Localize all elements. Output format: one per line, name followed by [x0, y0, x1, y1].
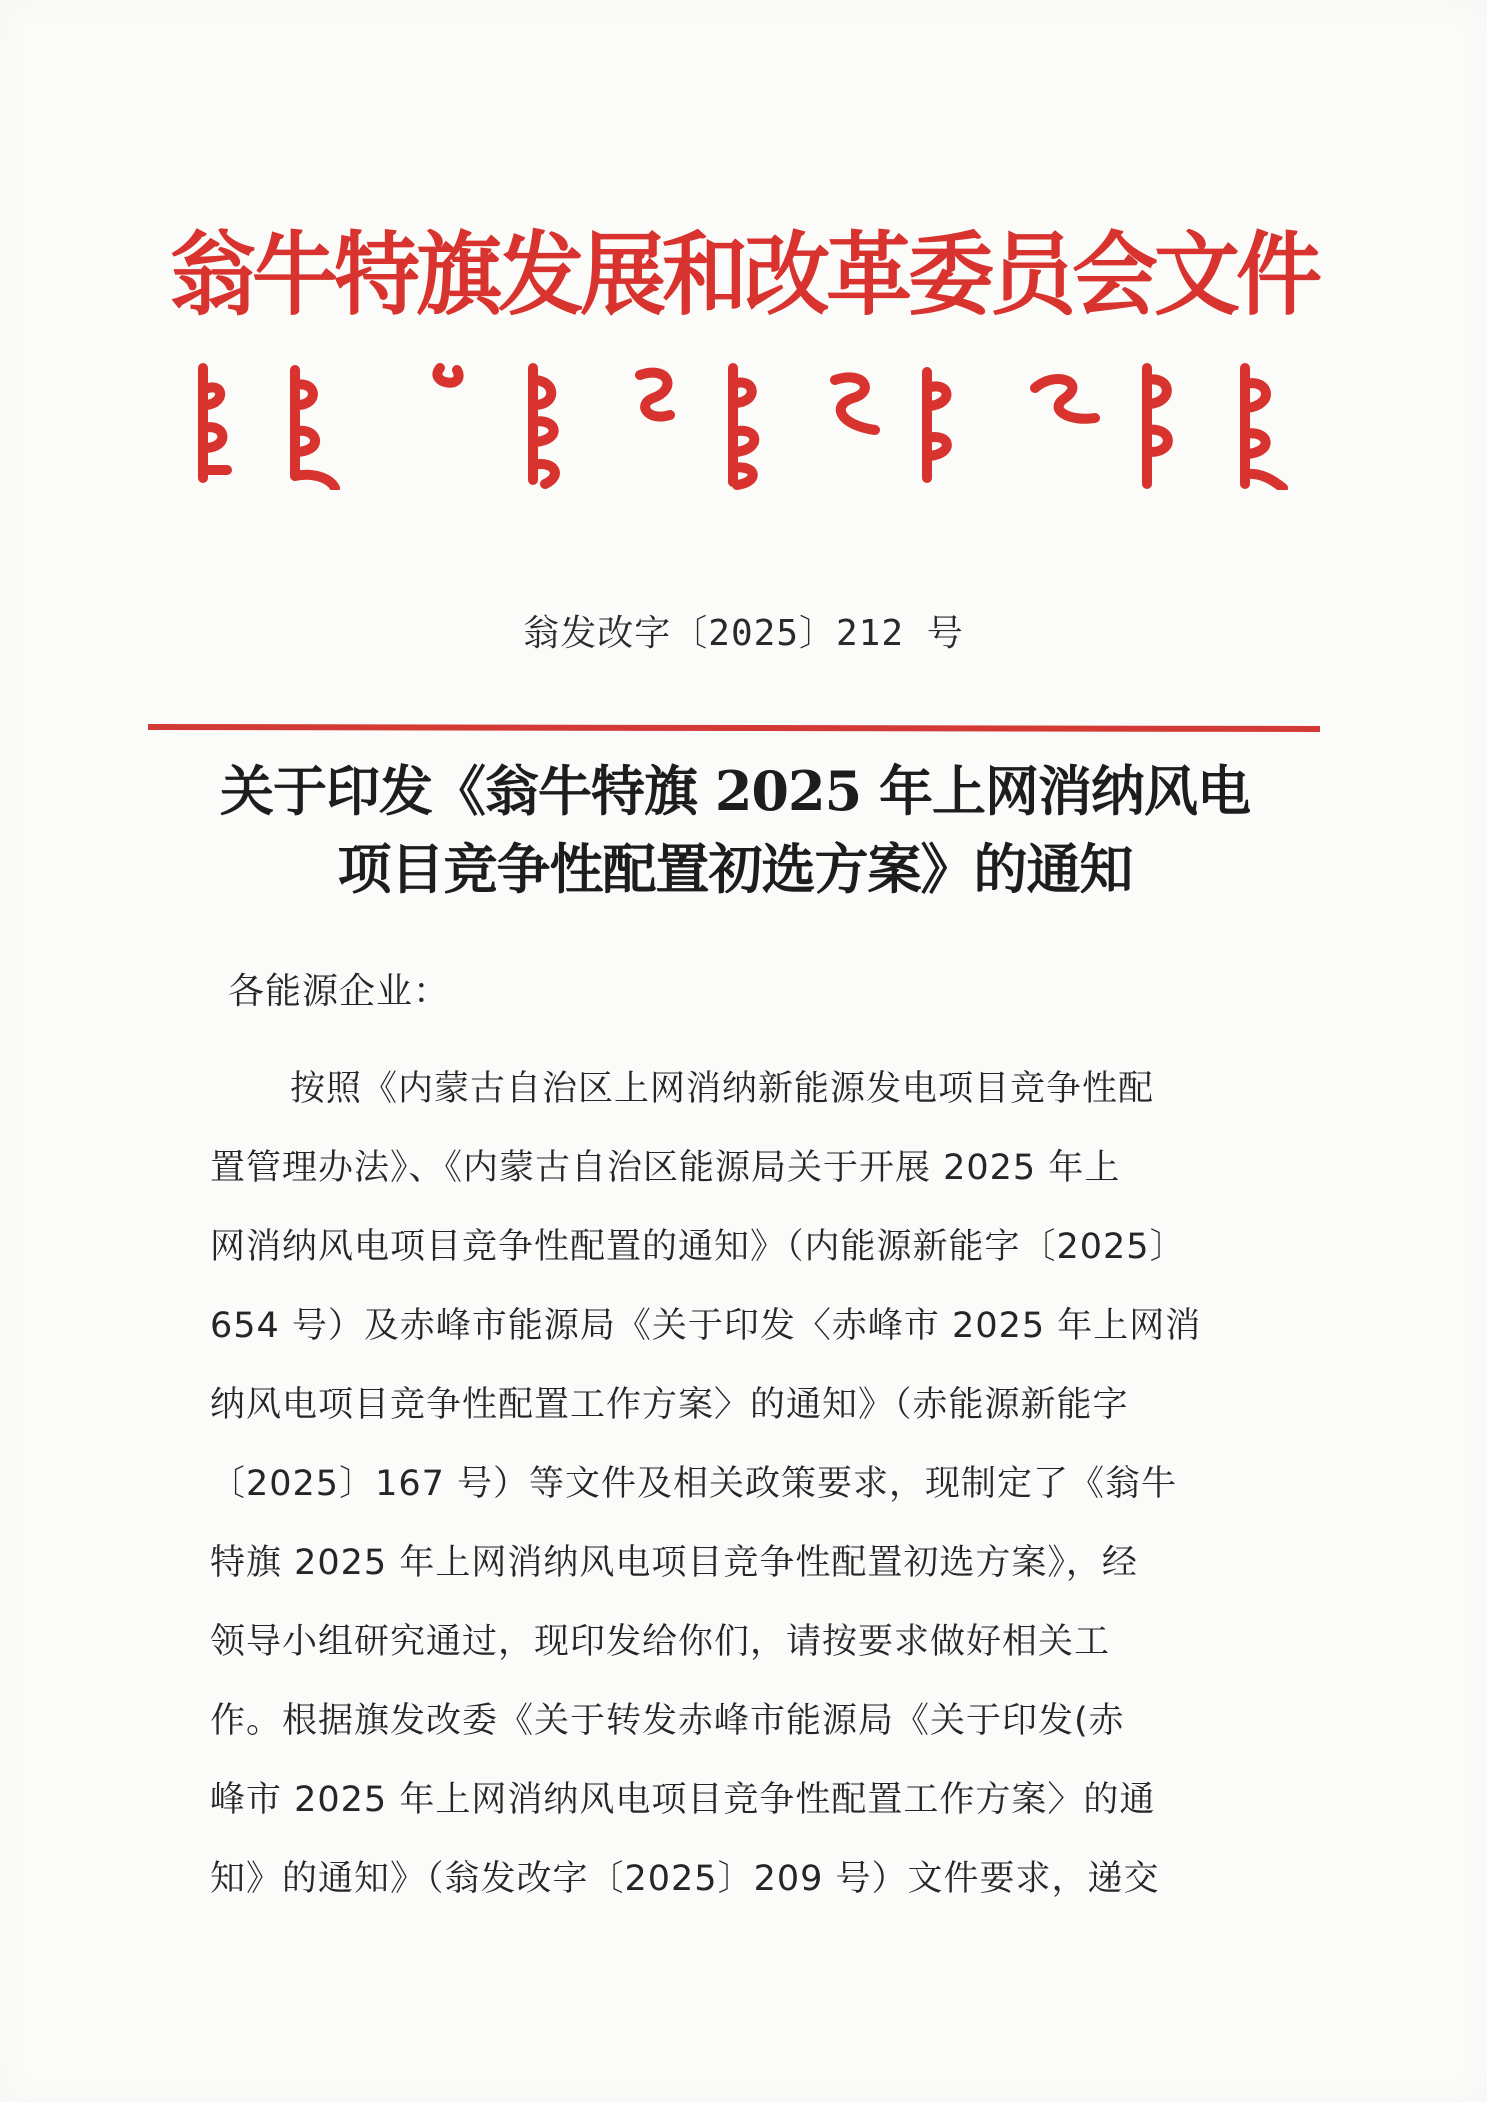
- body-line: 654 号）及赤峰市能源局《关于印发〈赤峰市 2025 年上网消: [210, 1306, 1202, 1346]
- body-line: 作。根据旗发改委《关于转发赤峰市能源局《关于印发(赤: [210, 1701, 1125, 1741]
- document-number: 翁发改字〔2025〕212 号: [523, 613, 964, 654]
- body-line: 领导小组研究通过，现印发给你们，请按要求做好相关工: [210, 1622, 1111, 1662]
- body-line: 网消纳风电项目竞争性配置的通知》（内能源新能字〔2025〕: [210, 1227, 1186, 1267]
- notice-body: [210, 1050, 1275, 1919]
- issuing-authority-title: 翁牛特旗发展和改革委员会文件: [170, 222, 1318, 329]
- body-line: 纳风电项目竞争性配置工作方案〉的通知》（赤能源新能字: [210, 1385, 1129, 1425]
- notice-title-line-2: 项目竞争性配置初选方案》的通知: [337, 837, 1133, 901]
- body-line: 峰市 2025 年上网消纳风电项目竞争性配置工作方案〉的通: [210, 1780, 1156, 1820]
- body-line: 置管理办法》、《内蒙古自治区能源局关于开展 2025 年上: [210, 1148, 1121, 1188]
- mongolian-script-header: [185, 360, 1295, 490]
- body-line: 〔2025〕167 号）等文件及相关政策要求，现制定了《翁牛: [210, 1464, 1178, 1504]
- body-line: 特旗 2025 年上网消纳风电项目竞争性配置初选方案》，经: [210, 1543, 1138, 1583]
- body-line: 知》的通知》（翁发改字〔2025〕209 号）文件要求，递交: [210, 1859, 1160, 1899]
- salutation: 各能源企业：: [228, 971, 451, 1012]
- body-line: 按照《内蒙古自治区上网消纳新能源发电项目竞争性配: [290, 1069, 1155, 1109]
- mongolian-script-graphic: [185, 360, 1295, 490]
- red-divider-line: [148, 724, 1320, 732]
- notice-title: [150, 752, 1320, 908]
- notice-title-line-1: 关于印发《翁牛特旗 2025 年上网消纳风电: [220, 759, 1250, 823]
